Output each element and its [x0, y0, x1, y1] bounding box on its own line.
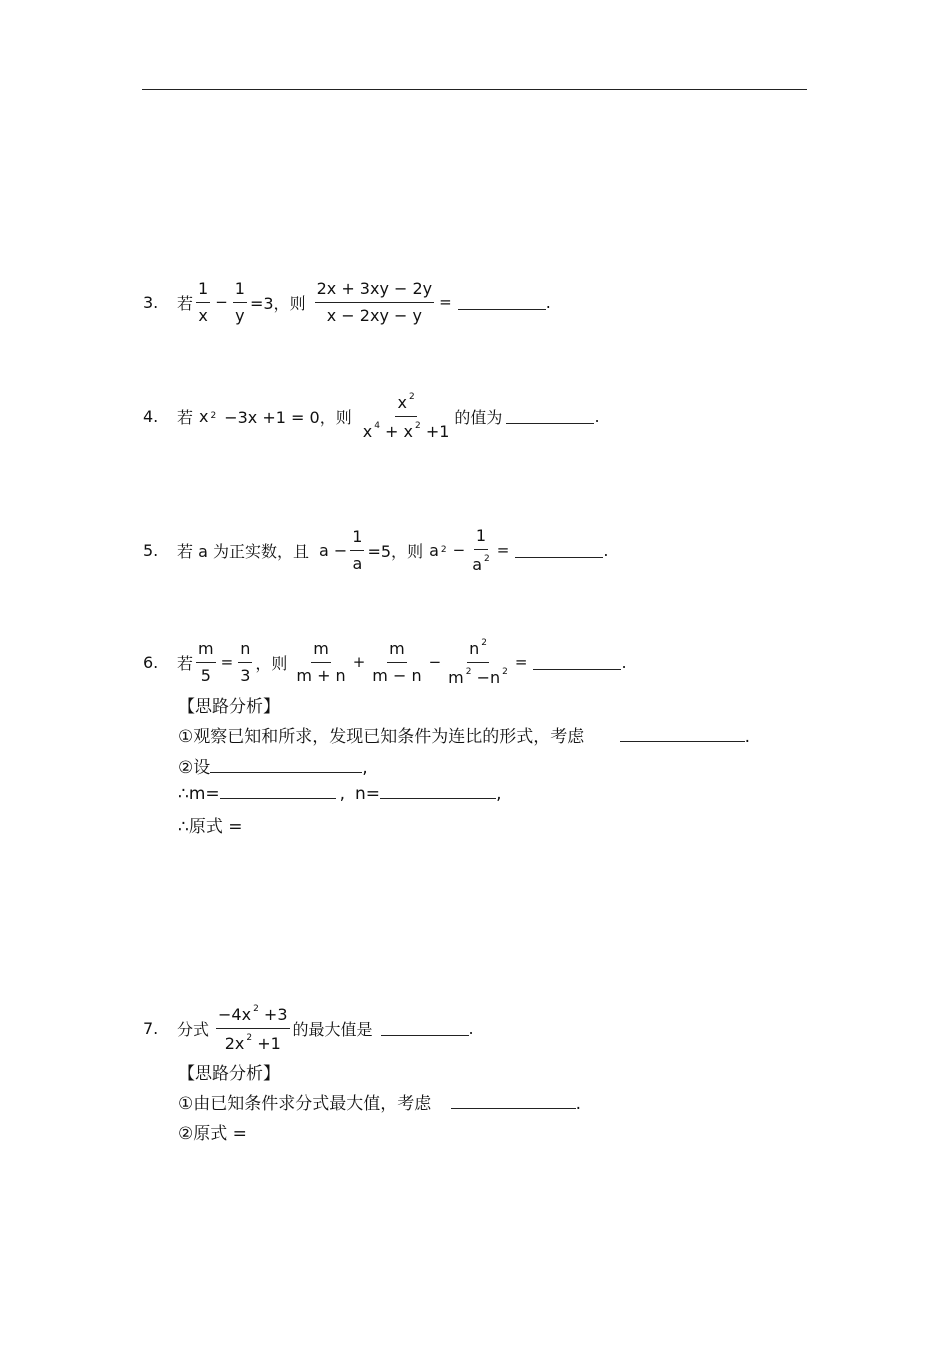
problem-number: 7. — [143, 1018, 159, 1038]
ruo-text: 若 — [177, 293, 194, 313]
fraction-n2-over-m2-minus-n2: $\frac{n ^2}{m ^2 -n ^2}$ — [448, 637, 508, 687]
answer-blank[interactable] — [380, 784, 496, 799]
answer-blank[interactable] — [620, 727, 745, 742]
fraction-1-over-x: $\frac{1}{x}$ — [198, 278, 209, 325]
answer-blank[interactable] — [210, 758, 362, 773]
fraction-1-over-a-squared: $\frac{1}{a ^2}$ — [472, 525, 490, 574]
answer-blank[interactable] — [381, 1021, 469, 1036]
fraction-m-over-5: $\frac{m}{5}$ — [198, 638, 214, 685]
analysis-title-6: 【思路分析】 — [178, 697, 280, 717]
problem-number: 4. — [143, 406, 159, 426]
problem-number: 6. — [143, 652, 159, 672]
answer-blank[interactable] — [533, 655, 621, 670]
analysis-step1-7: ①由已知条件求分式最大值，考虑 . — [178, 1094, 582, 1114]
fraction-expression: $\frac{-4x ^2 +3}{2x ^2 +1}$ — [218, 1003, 288, 1053]
fraction-m-over-m-minus-n: $\frac{m}{m - n}$ — [372, 638, 422, 685]
analysis-step4-6: ∴原式 = — [178, 817, 243, 837]
problem-number: 3. — [143, 292, 159, 312]
analysis-step2-7: ②原式 = — [178, 1124, 247, 1144]
problem-number: 5. — [143, 540, 159, 560]
answer-blank[interactable] — [515, 543, 603, 558]
answer-blank[interactable] — [220, 784, 336, 799]
analysis-step1-6: ①观察已知和所求，发现已知条件为连比的形式，考虑 . — [178, 727, 751, 747]
analysis-step3-6: ∴m= , n= , — [178, 784, 502, 804]
analysis-step2-6: ②设 , — [178, 758, 368, 778]
analysis-title-7: 【思路分析】 — [178, 1064, 280, 1084]
header-rule — [142, 89, 807, 90]
fraction-n-over-3: $\frac{n}{3}$ — [240, 638, 251, 685]
fraction-1-over-a: $\frac{1}{a}$ — [352, 526, 363, 573]
fraction-m-over-m-plus-n: $\frac{m}{m + n}$ — [296, 638, 346, 685]
answer-blank[interactable] — [458, 295, 546, 310]
fraction-expression: $\frac{x ^2}{x ^4 + x ^2 +1}$ — [362, 391, 450, 441]
fraction-1-over-y: $\frac{1}{y}$ — [234, 278, 245, 325]
fraction-expression: $\frac{2x + 3xy - 2y}{x - 2xy - y}$ — [316, 278, 433, 325]
answer-blank[interactable] — [451, 1094, 576, 1109]
answer-blank[interactable] — [506, 409, 594, 424]
